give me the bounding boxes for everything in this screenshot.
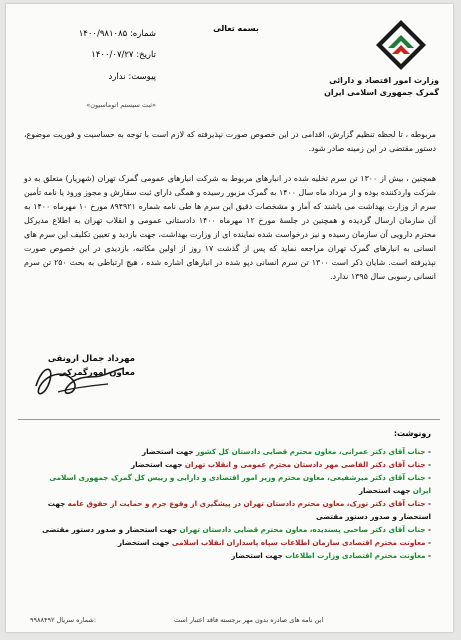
cc-recipient: جناب آقای دکتر تورک، معاون محترم دادستان تهران در پیشگیری از وقوع جرم و حمایت از حقوق عامه [67,499,426,508]
letter-date-value: ۱۴۰۰/۰۷/۲۷ [91,50,134,60]
cc-recipient: جناب آقای دکتر میرشفیعی، معاون محترم وزیر امور اقتصادی و دارایی و رییس کل گمرک جمهوری اسلامی ایران [49,473,431,495]
cc-item [36,497,431,523]
signer-name: مهرداد جمال ارونقی [47,354,135,364]
cc-bullet: - [425,447,431,456]
cc-purpose: جهت استحضار [130,460,183,469]
cc-recipient: معاونت محترم اقتصادی وزارت اطلاعات [285,551,426,560]
cc-purpose: جهت استحضار و صدور دستور مقتضی [42,525,178,534]
intro-paragraph [24,128,436,156]
cc-recipient: معاونت محترم اقتصادی سازمان اطلاعات سپاه پاسداران انقلاب اسلامی [171,538,426,547]
cc-bullet: - [425,525,431,534]
footer-note: این نامه های صادره بدون مهر برجسته فاقد اعتبار است [174,616,324,624]
letter-date-label: تاریخ: [136,50,156,60]
letter-number-label: شماره: [129,29,156,39]
footer-serial [30,616,96,624]
cc-recipient: جناب آقای دکتر عمرانی، معاون محترم قضایی دادستان کل کشور [195,447,426,456]
cc-bullet: - [425,551,431,560]
intro-text: مربوطه ، تا لحظه تنظیم گزارش، اقدامی در این خصوص صورت نپذیرفته که لازم است با توجه به حساسیت و فوریت موضوع، دستور مقتضی در این زمینه صادر شود. [24,130,436,153]
handwritten-signature-icon [28,356,138,404]
letter-attachment-row [16,72,156,82]
cc-bullet: - [425,473,431,482]
cc-item [36,471,431,497]
cc-item [36,445,431,458]
cc-item [36,523,431,536]
cc-purpose: جهت استحضار [358,486,411,495]
main-paragraph [24,172,436,284]
letter-number-value: ۱۴۰۰/۹۸۱۰۸۵ [78,29,128,39]
cc-purpose: جهت استحضار [231,551,283,560]
cc-bullet: - [425,499,431,508]
bismillah: بسمه تعالی [213,24,259,33]
org-customs: گمرک جمهوری اسلامی ایران [324,88,439,97]
cc-list [36,445,431,562]
letter-page [6,4,453,632]
footer-serial-value: ۹۹۸۸۴۹۲ [30,616,55,624]
signer-title: معاون امورگمرکی [58,368,135,378]
cc-purpose: جهت استحضار [117,538,170,547]
org-ministry: وزارت امور اقتصاد و دارائی [329,76,439,85]
cc-divider [18,419,440,420]
letter-number-row [16,29,156,39]
cc-recipient: جناب آقای دکتر صاحبی پسندیده، معاون محترم قضایی دادستان تهران [179,525,426,534]
cc-item [36,549,431,562]
cc-bullet: - [425,460,431,469]
letter-attachment-value: ندارد [108,72,126,82]
cc-title: رونوشت: [393,429,431,438]
cc-recipient: جناب آقای دکتر القاصی مهر دادستان محترم عمومی و انقلاب تهران [184,460,426,469]
cc-bullet: - [425,538,431,547]
cc-item [36,536,431,549]
footer-serial-label: شماره سریال: [56,616,97,624]
cc-purpose: جهت استحضار و صدور دستور مقتضی [47,499,431,521]
letter-attachment-label: پیوست: [128,72,156,82]
letter-date-row [16,50,156,60]
system-note: «ثبت سیستم اتوماسیون» [86,101,156,109]
customs-emblem-icon [374,18,428,72]
cc-item [36,458,431,471]
cc-purpose: جهت استحضار [141,447,194,456]
main-text: همچنین ، بیش از ۱۳۰۰ تن سرم تخلیه شده در انبارهای مربوط به شرکت انبارهای عمومی گمرک تهران (شهریار) متعلق به دو شرکت واردکننده بوده و از مرداد ماه سال ۱۴۰۰ به گمرک مزبور رسیده و همگی دارای ثبت سفارش و مجوز ورود یا نامه تأمین سرم از وزارت بهداشت می باشند که آمار و مشخصات دقیق این سرم ها طی نامه شماره ۸۹۴۹۲۱ مورخ ۱۰ مهرماه ۱۴۰۰ به آن سازمان ارسال گردیده و همچنین در جلسهٔ مورخ ۱۲ مهرماه ۱۴۰۰ دادستانی عمومی و انقلاب تهران به اطلاع مدیرکل محترم دارویی آن سازمان رسیده و نیز درخواست شده نماینده ای از وزارت بهداشت، جهت بازدید و تعیین تکلیف این سرم های انسانی به انبارهای گمرک تهران مراجعه نماید که پس از گذشت ۱۷ روز از اولین مکاتبه، بازدیدی در این خصوص صورت نپذیرفته است. شایان ذکر است ۱۳۰۰ تن سرم انسانی دپو شده در انبارهای اشاره شده ، هیچ ارتباطی به بحث ۲۵۰ تن سرم انسانی رسوبی سال ۱۳۹۵ ندارد. [24,174,437,281]
